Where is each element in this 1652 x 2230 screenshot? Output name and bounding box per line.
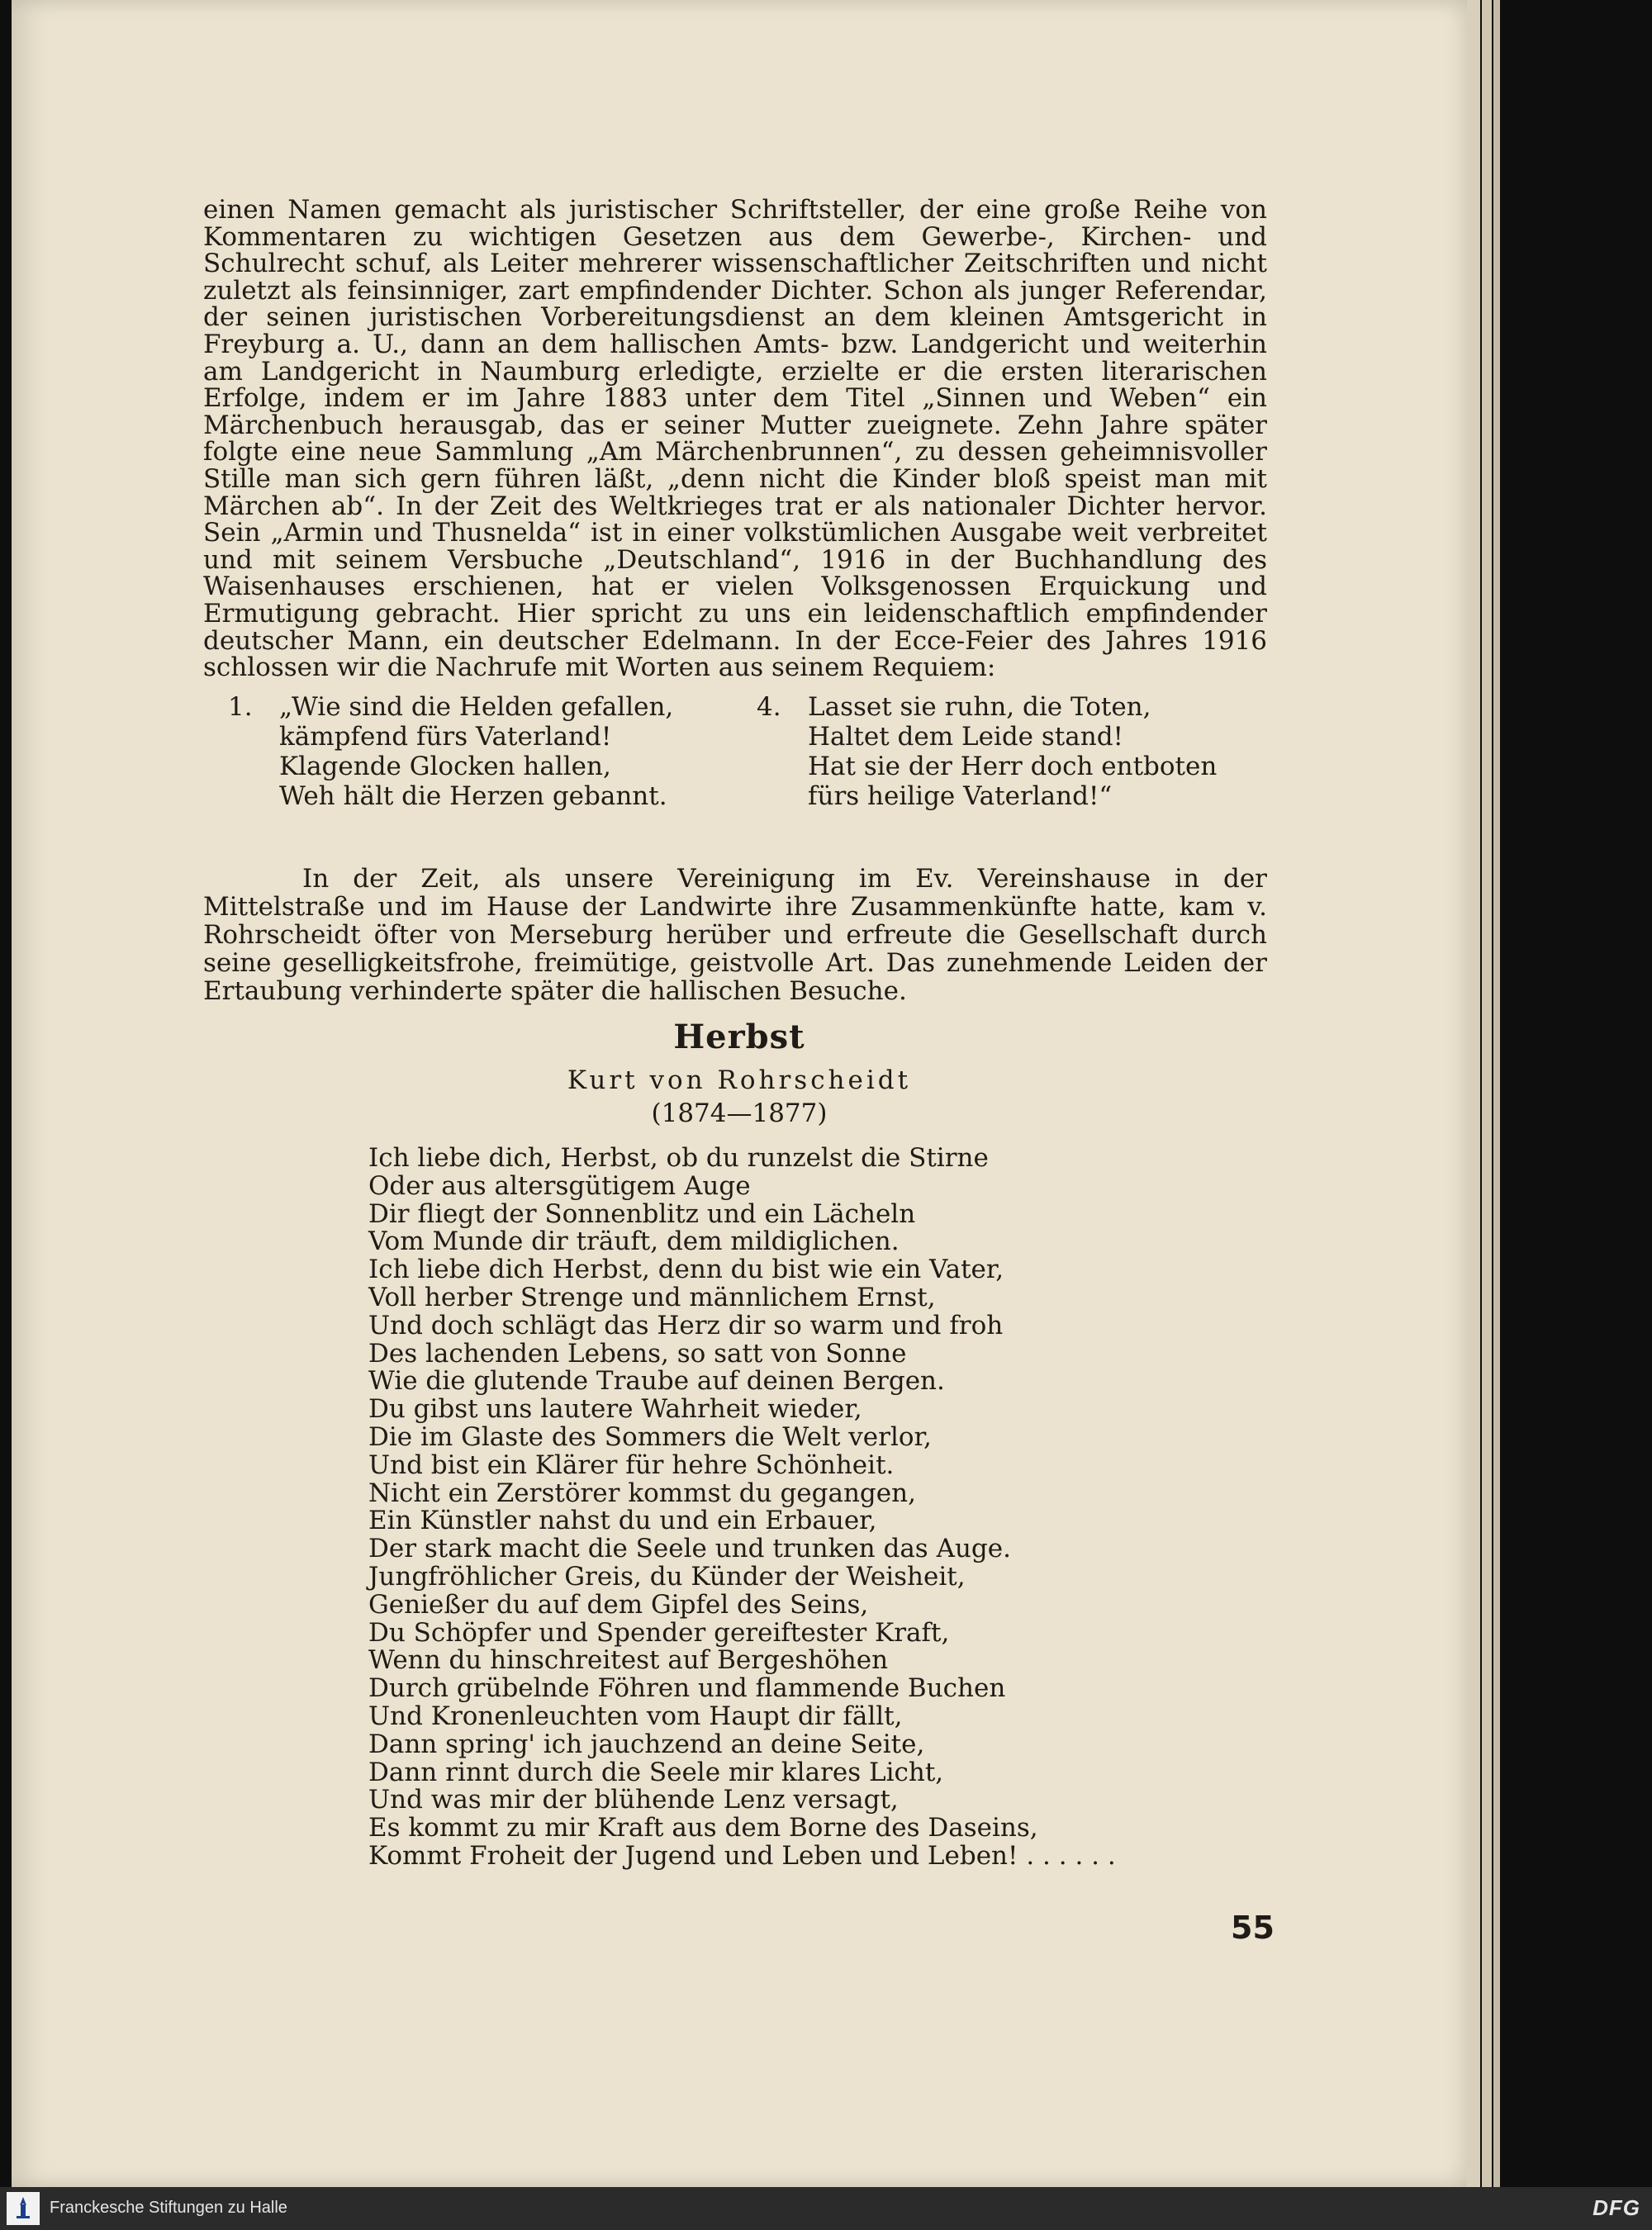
- poem-line: Durch grübelnde Föhren und flammende Buchen: [368, 1673, 1006, 1704]
- stanza-number: 4.: [757, 692, 781, 722]
- poem-line: Genießer du auf dem Gipfel des Seins,: [368, 1589, 869, 1620]
- poem-title: Herbst: [673, 1018, 805, 1056]
- poem-line: Oder aus altersgütigem Auge: [368, 1170, 751, 1201]
- poem-line: Und Kronenleuchten vom Haupt dir fällt,: [368, 1701, 903, 1731]
- dfg-logo[interactable]: DFG: [1593, 2195, 1640, 2220]
- poem-line: Und bist ein Klärer für hehre Schönheit.: [368, 1450, 895, 1480]
- poem-line: Ich liebe dich, Herbst, ob du runzelst die Stirne: [368, 1143, 989, 1173]
- paragraph-1: [203, 197, 1267, 681]
- verse-line: Lasset sie ruhn, die Toten,: [808, 692, 1151, 722]
- page-edge: [1467, 0, 1480, 2187]
- poem-line: Es kommt zu mir Kraft aus dem Borne des Daseins,: [368, 1813, 1038, 1843]
- verse-line: kämpfend fürs Vaterland!: [279, 722, 612, 752]
- verse-line: Weh hält die Herzen gebannt.: [279, 781, 667, 811]
- institution-logo-icon[interactable]: [7, 2192, 40, 2225]
- verse-line: Klagende Glocken hallen,: [279, 752, 611, 781]
- book-page: [12, 0, 1467, 2187]
- paragraph-1-text: einen Namen gemacht als juristischer Schriftsteller, der eine große Reihe von Kommentaren zu wichtigen Gesetzen aus dem Gewerbe-, Kirchen- und Schulrecht schuf, als Leiter mehrerer wissenschaftlicher Zeitschriften und nicht zuletzt als feinsinniger, zart empfindender Dichter. Schon als junger Referendar, der seinen juristischen Vorbereitungsdienst an dem kleinen Amtsgericht in Freyburg a. U., dann an dem hallischen Amts- bzw. Landgericht und weiterhin am Landgericht in Naumburg erledigte, erzielte er die ersten literarischen Erfolge, indem er im Jahre 1883 unter dem Titel „Sinnen und Weben“ ein Märchenbuch herausgab, das er seiner Mutter zueignete. Zehn Jahre später folgte eine neue Sammlung „Am Märchenbrunnen“, zu dessen geheimnisvoller Stille man sich gern führen läßt, „denn nicht die Kinder bloß speist man mit Märchen ab“. In der Zeit des Weltkrieges trat er als nationaler Dichter hervor. Sein „Armin und Thusnelda“ ist in einer volkstümlichen Ausgabe weit verbreitet und mit seinem Versbuche „Deutschland“, 1916 in der Buchhandlung des Waisenhauses erschienen, hat er vielen Volksgenossen Erquickung und Ermutigung gebracht. Hier spricht zu uns ein leidenschaftlich empfindender deutscher Mann, ein deutscher Edelmann. In der Ecce-Feier des Jahres 1916 schlossen wir die Nachrufe mit Worten aus seinem Requiem:: [203, 195, 1267, 683]
- poem-line: Ich liebe dich Herbst, denn du bist wie ein Vater,: [368, 1255, 1004, 1285]
- poem-body: [368, 1145, 1236, 1871]
- poem-line: Du gibst uns lautere Wahrheit wieder,: [368, 1394, 862, 1425]
- poem-line: Dann rinnt durch die Seele mir klares Licht,: [368, 1757, 944, 1787]
- poem-line: Jungfröhlicher Greis, du Künder der Weisheit,: [368, 1561, 966, 1592]
- poem-line: Nicht ein Zerstörer kommst du gegangen,: [368, 1478, 916, 1508]
- poem-years: (1874—1877): [651, 1098, 828, 1128]
- poem-line: Wie die glutende Traube auf deinen Bergen.: [368, 1366, 945, 1397]
- poem-author: Kurt von Rohrscheidt: [567, 1065, 912, 1095]
- poem-line: Du Schöpfer und Spender gereiftester Kraft,: [368, 1617, 950, 1648]
- poem-line: Und was mir der blühende Lenz versagt,: [368, 1785, 899, 1815]
- poem-line: Die im Glaste des Sommers die Welt verlor,: [368, 1421, 932, 1452]
- poem-line: Dann spring' ich jauchzend an deine Seite,: [368, 1729, 925, 1759]
- stanza-4: [757, 692, 1217, 811]
- poem-line: Und doch schlägt das Herz dir so warm und froh: [368, 1310, 1004, 1340]
- paragraph-2: In der Zeit, als unsere Vereinigung im Ev. Vereinshause in der Mittelstraße und im Hause der Landwirte ihre Zusammenkünfte hatte, kam v. Rohrscheidt öfter von Merseburg herüber und erfreute die Gesellschaft durch seine geselligkeitsfrohe, freimütige, geistvolle Art. Das zunehmende Leiden der Ertaubung verhinderte später die hallischen Besuche.: [203, 864, 1267, 1006]
- poem-line: Dir fliegt der Sonnenblitz und ein Lächeln: [368, 1198, 916, 1229]
- institution-name[interactable]: Franckesche Stiftungen zu Halle: [50, 2199, 287, 2217]
- verse-line: „Wie sind die Helden gefallen,: [279, 692, 674, 722]
- verse-line: Haltet dem Leide stand!: [808, 722, 1123, 752]
- poem-line: Kommt Froheit der Jugend und Leben und Leben! . . . . . .: [368, 1840, 1116, 1871]
- stanza-number: 1.: [228, 692, 253, 722]
- page-edge: [1482, 0, 1492, 2187]
- page-number: 55: [1231, 1910, 1275, 1946]
- stanza-1: [228, 692, 673, 811]
- poem-line: Voll herber Strenge und männlichem Ernst,: [368, 1282, 936, 1312]
- poem-line: Der stark macht die Seele und trunken das Auge.: [368, 1534, 1011, 1564]
- verse-line: fürs heilige Vaterland!“: [808, 781, 1113, 811]
- verse-line: Hat sie der Herr doch entboten: [808, 752, 1218, 781]
- poem-line: Ein Künstler nahst du und ein Erbauer,: [368, 1506, 877, 1536]
- poem-line: Wenn du hinschreitest auf Bergeshöhen: [368, 1645, 889, 1676]
- poem-line: Vom Munde dir träuft, dem mildiglichen.: [368, 1226, 900, 1257]
- viewer-footer: [0, 2187, 1652, 2230]
- page-edge: [1493, 0, 1500, 2187]
- poem-line: Des lachenden Lebens, so satt von Sonne: [368, 1338, 907, 1369]
